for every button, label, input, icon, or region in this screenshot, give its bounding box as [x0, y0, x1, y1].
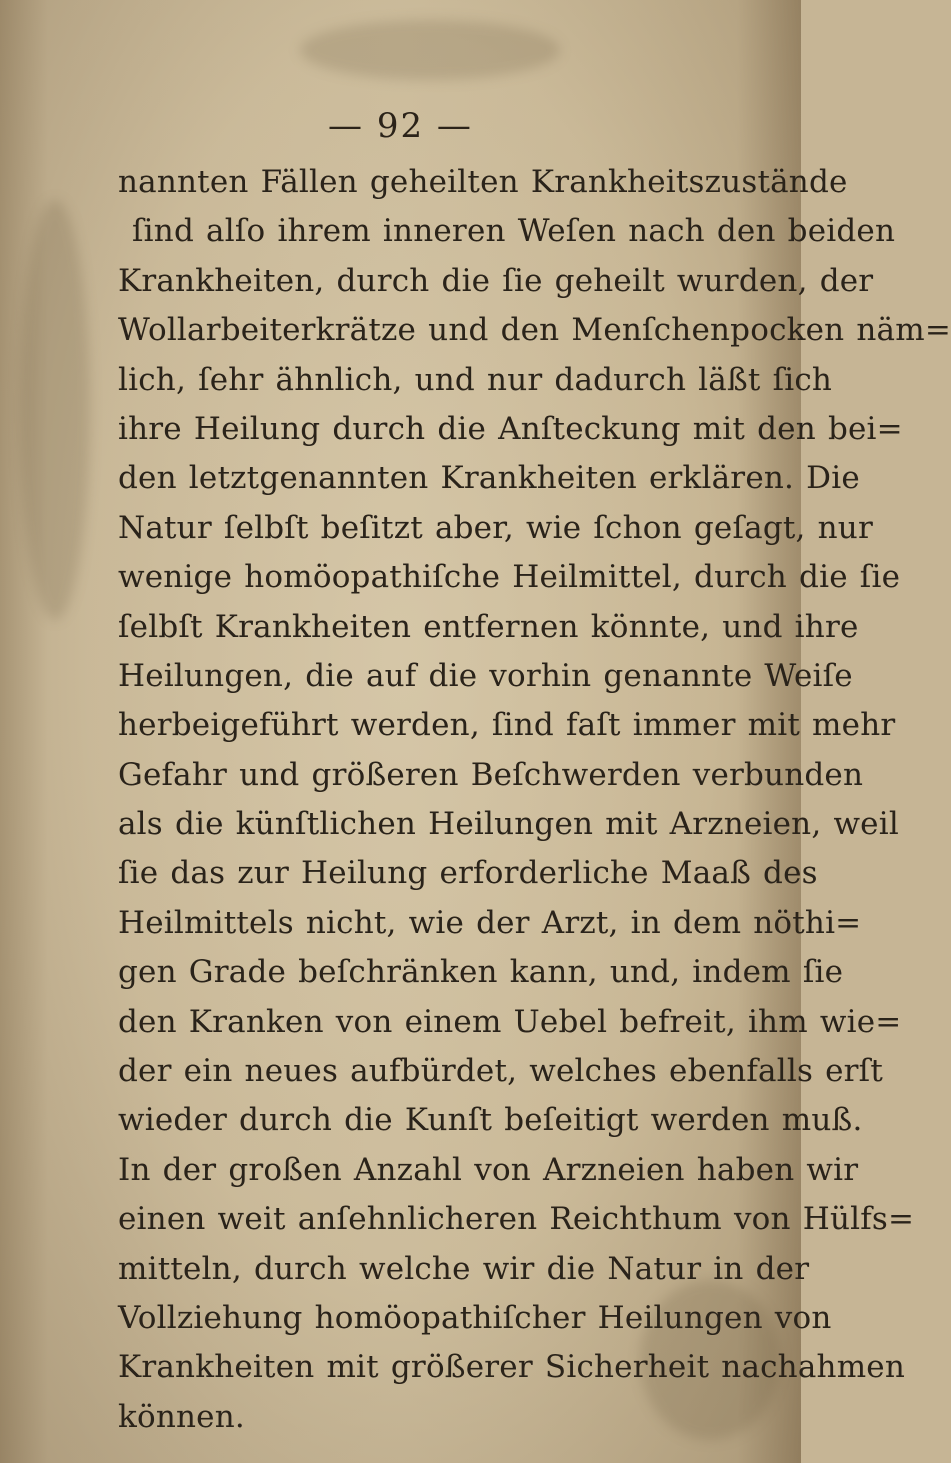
text-line: einen weit anſehnlicheren Reichthum von Hülfs=	[118, 1201, 915, 1238]
paper-stain	[20, 200, 90, 620]
text-line: herbeigeführt werden, ſind faſt immer mit mehr	[118, 707, 896, 744]
text-line: den Kranken von einem Uebel befreit, ihm wie=	[118, 1003, 902, 1040]
text-line: ſind alſo ihrem inneren Weſen nach den beiden	[132, 213, 896, 250]
text-line: Heilmittels nicht, wie der Arzt, in dem nöthi=	[118, 904, 862, 941]
text-line: Heilungen, die auf die vorhin genannte Weiſe	[118, 657, 853, 694]
text-line: lich, ſehr ähnlich, und nur dadurch läßt ſich	[118, 361, 833, 398]
text-line: können.	[118, 1398, 245, 1435]
text-line: ſelbſt Krankheiten entfernen könnte, und ihre	[118, 608, 859, 645]
text-line: den letztgenannten Krankheiten erklären. Die	[118, 460, 860, 497]
text-line: nannten Fällen geheilten Krankheitszustände	[118, 164, 848, 200]
text-line: Gefahr und größeren Beſchwerden verbunden	[118, 756, 864, 793]
text-line: ſie das zur Heilung erforderliche Maaß des	[118, 855, 818, 892]
text-line: gen Grade beſchränken kann, und, indem ſie	[118, 954, 844, 991]
text-line: Krankheiten mit größerer Sicherheit nachahmen	[118, 1349, 906, 1386]
text-line: In der großen Anzahl von Arzneien haben wir	[118, 1151, 859, 1188]
text-line: als die künſtlichen Heilungen mit Arzneien, weil	[118, 806, 899, 843]
text-line: der ein neues aufbürdet, welches ebenfalls erſt	[118, 1053, 884, 1090]
text-line: wenige homöopathiſche Heilmittel, durch die ſie	[118, 559, 901, 596]
text-line: ihre Heilung durch die Anſteckung mit den bei=	[118, 410, 903, 447]
text-line: Natur ſelbſt beſitzt aber, wie ſchon geſagt, nur	[118, 509, 873, 546]
text-line: Krankheiten, durch die ſie geheilt wurden, der	[118, 262, 874, 299]
body-text	[118, 158, 951, 1442]
text-line: Wollarbeiterkrätze und den Menſchenpocken näm=	[118, 312, 951, 349]
paper-stain	[300, 20, 560, 80]
page-number: — 92 —	[328, 106, 473, 146]
text-line: Vollziehung homöopathiſcher Heilungen von	[118, 1299, 832, 1336]
text-line: wieder durch die Kunſt beſeitigt werden muß.	[118, 1102, 863, 1139]
text-line: mitteln, durch welche wir die Natur in der	[118, 1250, 810, 1287]
